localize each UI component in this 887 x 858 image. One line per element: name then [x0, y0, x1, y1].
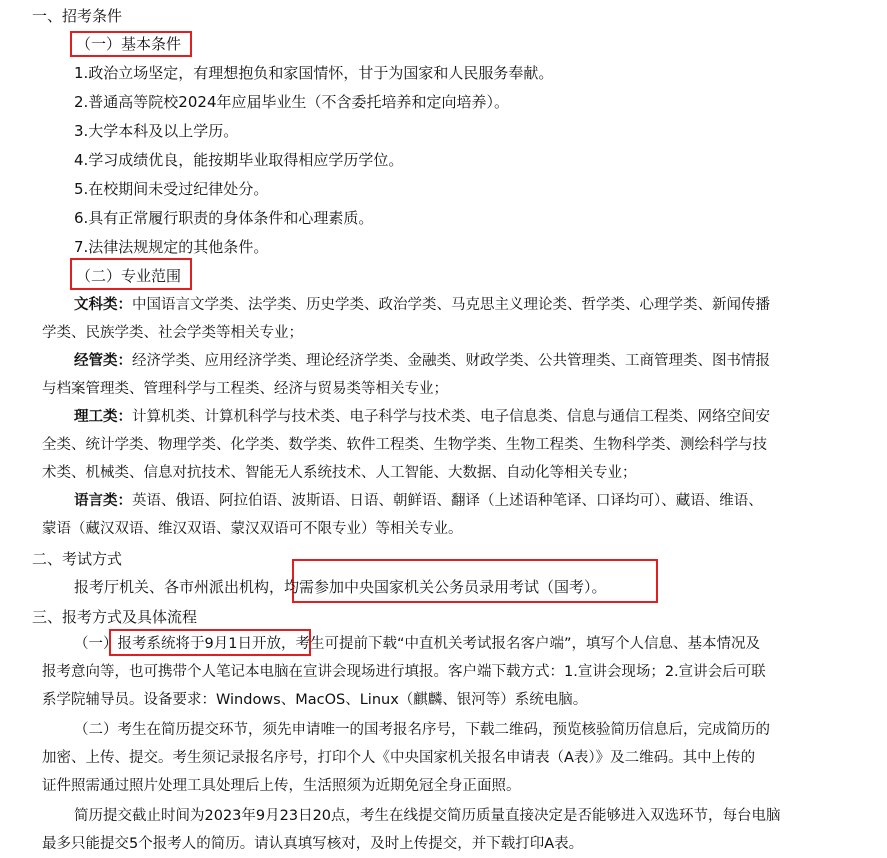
exam-method-text	[74, 573, 607, 601]
registration-paragraph-1	[74, 630, 760, 658]
condition-item: 5.在校期间未受过纪律处分。	[74, 180, 269, 198]
section-2-title: 二、考试方式	[32, 550, 123, 568]
major-text: 计算机类、计算机科学与技术类、电子科学与技术类、电子信息类、信息与通信工程类、网络空间安	[132, 409, 770, 425]
para-highlight: 报考系统将于9月1日开放，	[117, 636, 296, 652]
major-text: 英语、俄语、阿拉伯语、波斯语、日语、朝鲜语、翻译（上述语种笔译、口译均可）、藏语、维语、	[132, 493, 763, 509]
major-category-economics	[74, 347, 770, 375]
major-text: 经济学类、应用经济学类、理论经济学类、金融类、财政学类、公共管理类、工商管理类、图书情报	[132, 353, 770, 369]
condition-item: 2.普通高等院校2024年应届毕业生（不含委托培养和定向培养）。	[74, 93, 509, 111]
para-text-continued: 最多只能提交5个报考人的简历。请认真填写核对，及时上传提交，并下载打印A表。	[42, 836, 584, 852]
para-text-continued: 系学院辅导员。设备要求：Windows、MacOS、Linux（麒麟、银河等）系统电脑。	[42, 692, 588, 708]
para-text-continued: 加密、上传、提交。考生须记录报名序号，打印个人《中央国家机关报名申请表（A表）》及二维码。其中上传的	[42, 750, 756, 766]
condition-item: 7.法律法规规定的其他条件。	[74, 238, 269, 256]
exam-text-highlight: 均需参加中央国家机关公务员录用考试（国考）。	[284, 578, 607, 596]
section-3-title: 三、报考方式及具体流程	[32, 608, 198, 626]
major-category-languages	[74, 487, 763, 515]
major-text-continued: 术类、机械类、信息对抗技术、智能无人系统技术、人工智能、大数据、自动化等相关专业；	[42, 465, 637, 481]
condition-item: 1.政治立场坚定，有理想抱负和家国情怀，甘于为国家和人民服务奉献。	[74, 64, 554, 82]
exam-text-a: 报考厅机关、各市州派出机构，	[74, 578, 285, 596]
major-label: 文科类：	[74, 297, 132, 313]
major-label: 语言类：	[74, 493, 132, 509]
registration-paragraph-3: 简历提交截止时间为2023年9月23日20点，考生在线提交简历质量直接决定是否能够进入双选环节，每台电脑	[74, 808, 781, 824]
subsection-basic-conditions: （一）基本条件	[76, 35, 182, 53]
major-text: 中国语言文学类、法学类、历史学类、政治学类、马克思主义理论类、哲学类、心理学类、新闻传播	[132, 297, 770, 313]
section-1-title: 一、招考条件	[32, 7, 123, 25]
major-text-continued: 蒙语（藏汉双语、维汉双语、蒙汉双语可不限专业）等相关专业。	[42, 521, 463, 537]
registration-paragraph-2: （二）考生在简历提交环节，须先申请唯一的国考报名序号，下载二维码，预览核验简历信息后，完成简历的	[74, 722, 770, 738]
major-category-science	[74, 403, 770, 431]
major-text-continued: 全类、统计学类、物理学类、化学类、数学类、软件工程类、生物学类、生物工程类、生物科学类、测绘科学与技	[42, 437, 767, 453]
para-prefix: （一）	[74, 636, 118, 652]
major-category-liberal-arts	[74, 291, 770, 319]
major-label: 经管类：	[74, 353, 132, 369]
major-label: 理工类：	[74, 409, 132, 425]
condition-item: 4.学习成绩优良，能按期毕业取得相应学历学位。	[74, 151, 404, 169]
para-text-continued: 证件照需通过照片处理工具处理后上传，生活照须为近期免冠全身正面照。	[42, 778, 521, 794]
major-text-continued: 学类、民族学类、社会学类等相关专业；	[42, 325, 303, 341]
condition-item: 3.大学本科及以上学历。	[74, 122, 239, 140]
major-text-continued: 与档案管理类、管理科学与工程类、经济与贸易类等相关专业；	[42, 381, 448, 397]
subsection-major-scope: （二）专业范围	[76, 267, 182, 285]
condition-item: 6.具有正常履行职责的身体条件和心理素质。	[74, 209, 374, 227]
para-text-continued: 报考意向等，也可携带个人笔记本电脑在宣讲会现场进行填报。客户端下载方式：1.宣讲会现场；2.宣讲会后可联	[42, 664, 766, 680]
para-text: 考生可提前下载“中直机关考试报名客户端”，填写个人信息、基本情况及	[295, 636, 760, 652]
